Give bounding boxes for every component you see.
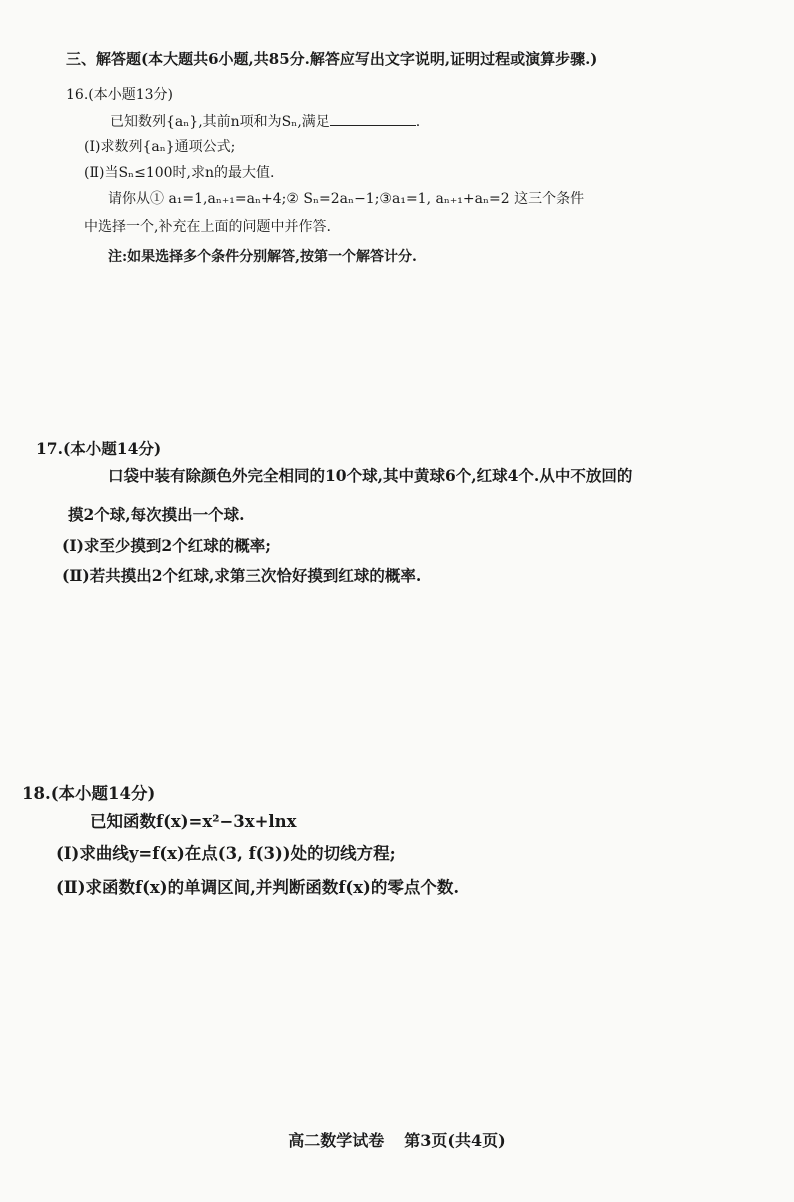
- q16-stem-row: 已知数列{aₙ},其前n项和为Sₙ,满足 .: [110, 114, 421, 130]
- q18-stem: 已知函数f(x)=x²−3x+lnx: [90, 812, 297, 831]
- q16-part1: (Ⅰ)求数列{aₙ}通项公式;: [84, 139, 236, 155]
- page-footer: [0, 1128, 794, 1151]
- q16-stem: 已知数列{aₙ},其前n项和为Sₙ,满足: [110, 114, 330, 130]
- q16-conditions: 请你从① a₁=1,aₙ₊₁=aₙ+4;② Sₙ=2aₙ−1;③a₁=1, aₙ₊₁+aₙ=2 这三个条件: [108, 191, 585, 207]
- q16-conditions-cont: 中选择一个,补充在上面的问题中并作答.: [84, 219, 331, 235]
- q18-title: 18.(本小题14分): [22, 784, 156, 803]
- q16-title: 16.(本小题13分): [66, 87, 174, 103]
- q17-title: 17.(本小题14分): [36, 439, 162, 458]
- q17-part2: (Ⅱ)若共摸出2个红球,求第三次恰好摸到红球的概率.: [62, 566, 422, 585]
- q18-part1: (Ⅰ)求曲线y=f(x)在点(3, f(3))处的切线方程;: [56, 844, 396, 863]
- q17-stem: 口袋中装有除颜色外完全相同的10个球,其中黄球6个,红球4个.从中不放回的: [108, 466, 633, 485]
- q16-answer-blank: [330, 113, 416, 126]
- footer-page: 第3页(共4页): [404, 1131, 506, 1150]
- q17-stem-cont: 摸2个球,每次摸出一个球.: [68, 505, 245, 524]
- section-heading: 三、解答题(本大题共6小题,共85分.解答应写出文字说明,证明过程或演算步骤.): [66, 50, 598, 68]
- q17-part1: (Ⅰ)求至少摸到2个红球的概率;: [62, 536, 271, 555]
- footer-subject: 高二数学试卷: [288, 1131, 385, 1150]
- q16-note: 注:如果选择多个条件分别解答,按第一个解答计分.: [108, 249, 417, 265]
- q16-part2: (Ⅱ)当Sₙ≤100时,求n的最大值.: [84, 165, 275, 181]
- q18-part2: (Ⅱ)求函数f(x)的单调区间,并判断函数f(x)的零点个数.: [56, 878, 460, 897]
